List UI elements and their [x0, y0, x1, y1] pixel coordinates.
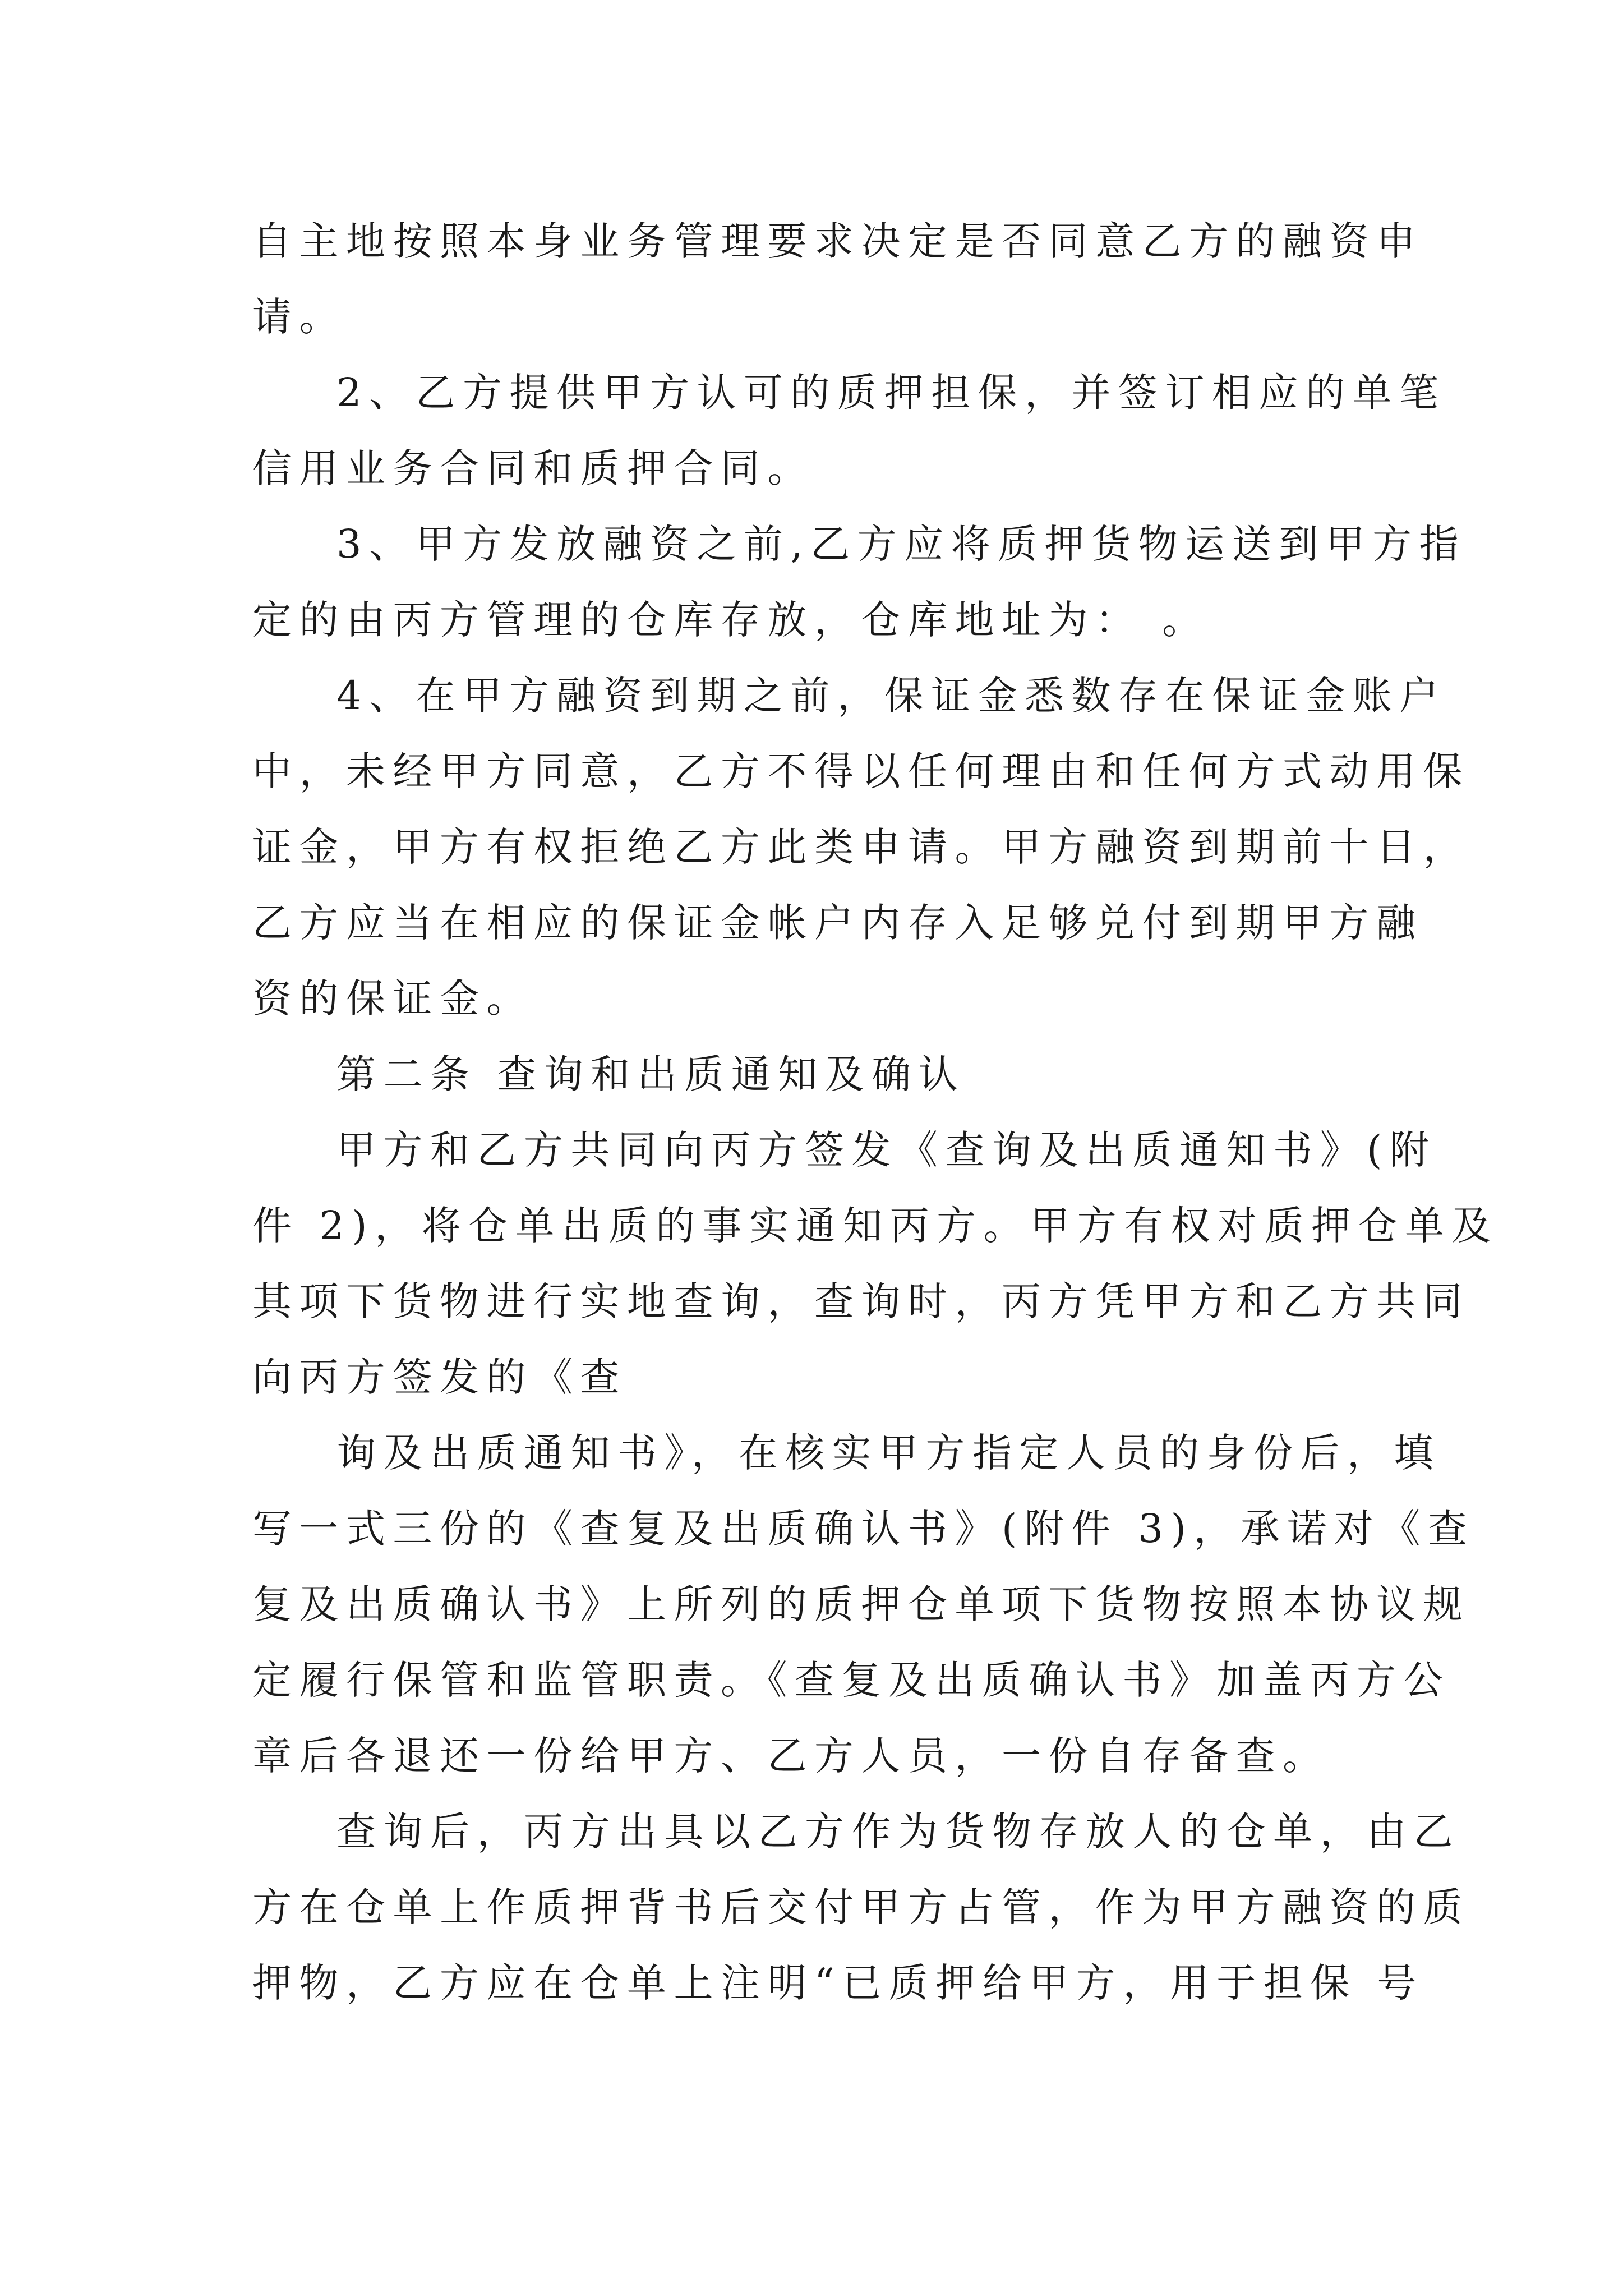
- text-line: 件 2)，将仓单出质的事实通知丙方。甲方有权对质押仓单及: [252, 1203, 1499, 1249]
- text-line: 复及出质确认书》上所列的质押仓单项下货物按照本协议规: [252, 1581, 1470, 1627]
- text-line: 押物，乙方应在仓单上注明“已质押给甲方，用于担保 号: [252, 1960, 1424, 2006]
- text-line: 章后各退还一份给甲方、乙方人员，一份自存备查。: [252, 1733, 1330, 1779]
- text-line: 中，未经甲方同意，乙方不得以任何理由和任何方式动用保: [252, 748, 1470, 794]
- text-line: 自主地按照本身业务管理要求决定是否同意乙方的融资申: [252, 218, 1423, 264]
- text-line: 其项下货物进行实地查询，查询时，丙方凭甲方和乙方共同: [252, 1278, 1470, 1324]
- text-line: 查询后，丙方出具以乙方作为货物存放人的仓单，由乙: [336, 1809, 1460, 1855]
- text-line: 证金，甲方有权拒绝乙方此类申请。甲方融资到期前十日，: [252, 824, 1470, 870]
- text-line: 方在仓单上作质押背书后交付甲方占管，作为甲方融资的质: [252, 1884, 1470, 1930]
- text-line: 4、在甲方融资到期之前，保证金悉数存在保证金账户: [336, 673, 1446, 719]
- text-line: 信用业务合同和质押合同。: [252, 445, 814, 491]
- text-line: 向丙方签发的《查: [252, 1354, 627, 1400]
- text-line: 定履行保管和监管职责。《查复及出质确认书》加盖丙方公: [252, 1657, 1450, 1703]
- text-line: 资的保证金。: [252, 976, 533, 1022]
- text-line: 3、甲方发放融资之前,乙方应将质押货物运送到甲方指: [336, 521, 1467, 567]
- text-line: 2、乙方提供甲方认可的质押担保，并签订相应的单笔: [336, 370, 1446, 416]
- text-line: 定的由丙方管理的仓库存放，仓库地址为： 。: [252, 597, 1209, 643]
- text-line: 询及出质通知书》，在核实甲方指定人员的身份后，填: [336, 1430, 1441, 1476]
- text-line: 请。: [252, 294, 346, 340]
- text-line: 写一式三份的《查复及出质确认书》(附件 3)，承诺对《查: [252, 1506, 1475, 1552]
- text-line: 乙方应当在相应的保证金帐户内存入足够兑付到期甲方融: [252, 900, 1423, 946]
- section-heading: 第二条 查询和出质通知及确认: [336, 1051, 966, 1097]
- text-line: 甲方和乙方共同向丙方签发《查询及出质通知书》(附: [336, 1127, 1437, 1173]
